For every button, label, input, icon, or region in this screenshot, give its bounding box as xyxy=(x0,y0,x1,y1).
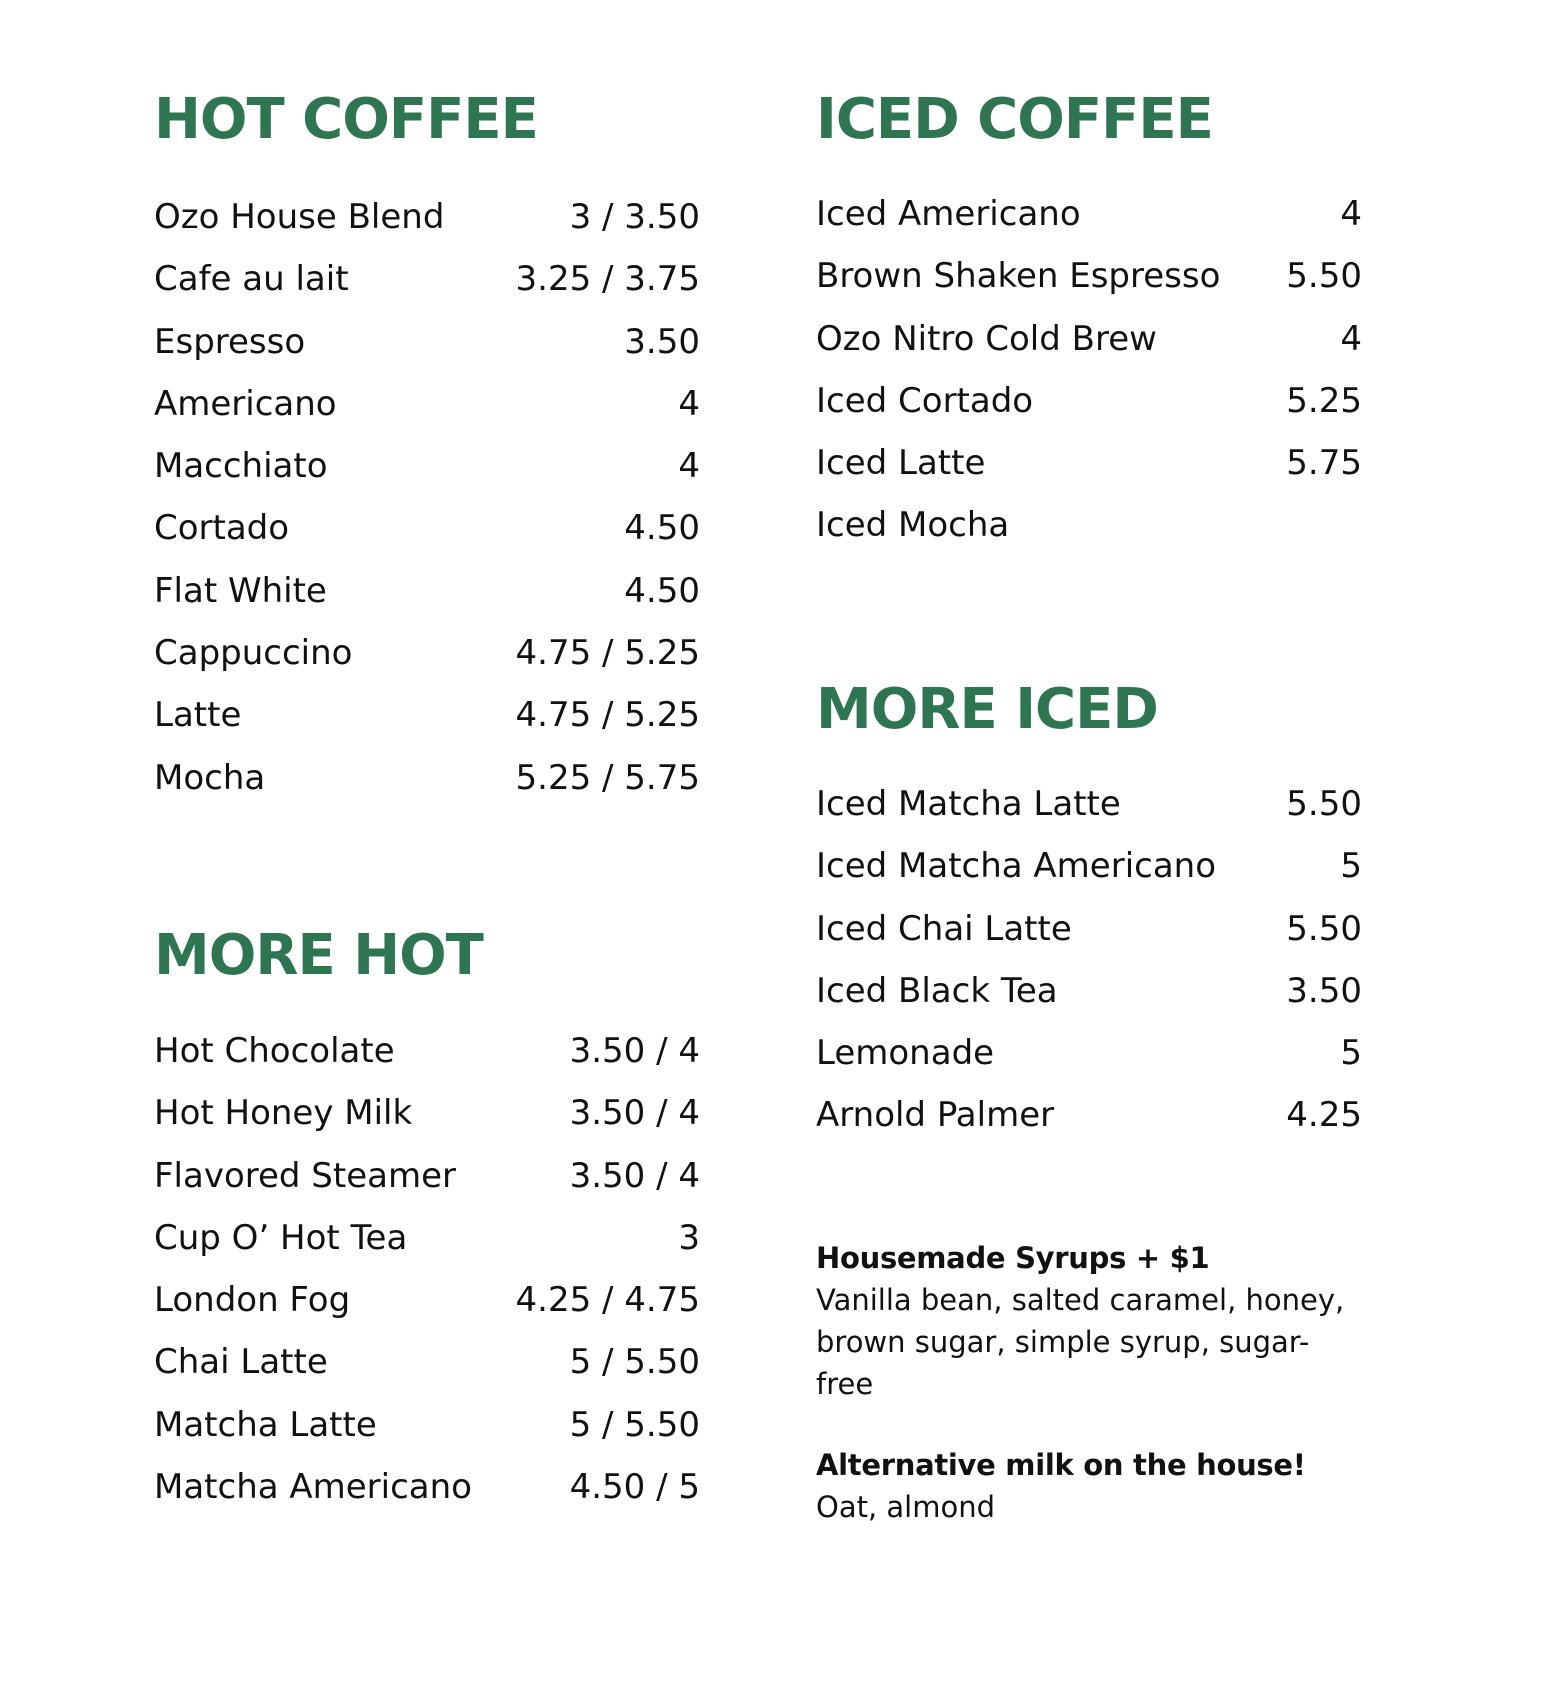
item-name: Hot Chocolate xyxy=(154,1031,395,1071)
item-name: Iced Americano xyxy=(816,194,1081,234)
item-price: 4.50 / 5 xyxy=(569,1467,700,1508)
item-price: 3.50 / 4 xyxy=(569,1031,700,1071)
item-name: Iced Chai Latte xyxy=(816,908,1072,949)
item-name: Macchiato xyxy=(154,446,328,487)
item-name: London Fog xyxy=(154,1280,351,1321)
menu-item xyxy=(154,1020,700,1082)
item-price: 4 xyxy=(678,446,700,487)
more-hot-heading: MORE HOT xyxy=(154,923,483,988)
item-price: 3.50 / 4 xyxy=(569,1155,700,1196)
item-price: 3.50 xyxy=(624,321,700,362)
menu-item xyxy=(154,435,700,497)
menu-item xyxy=(154,684,700,746)
item-name: Cortado xyxy=(154,508,290,549)
menu-item xyxy=(154,1145,700,1207)
menu-item xyxy=(154,622,700,684)
menu-item xyxy=(816,494,1362,556)
menu-item xyxy=(154,747,700,809)
menu-item xyxy=(816,245,1362,307)
item-name: Matcha Latte xyxy=(154,1404,377,1445)
item-price: 5 / 5.50 xyxy=(569,1404,700,1445)
item-name: Americano xyxy=(154,383,337,424)
menu-item xyxy=(816,308,1362,370)
menu-item xyxy=(816,960,1362,1022)
menu-item xyxy=(816,898,1362,960)
menu-item xyxy=(154,1456,700,1518)
item-name: Iced Mocha xyxy=(816,505,1010,546)
item-price: 5.50 xyxy=(1286,784,1362,824)
item-price: 3 / 3.50 xyxy=(569,197,700,237)
item-name: Cup O’ Hot Tea xyxy=(154,1217,408,1258)
menu-item xyxy=(816,183,1362,245)
item-price: 5.50 xyxy=(1286,256,1362,297)
item-name: Iced Latte xyxy=(816,443,986,484)
item-price: 5.50 xyxy=(1286,908,1362,949)
item-name: Espresso xyxy=(154,321,306,362)
syrups-note xyxy=(816,1237,1362,1405)
item-name: Cafe au lait xyxy=(154,259,349,300)
iced-coffee-heading: ICED COFFEE xyxy=(816,87,1213,152)
item-name: Iced Cortado xyxy=(816,380,1034,421)
item-price: 4.75 / 5.25 xyxy=(515,633,700,674)
menu-item xyxy=(154,311,700,373)
item-name: Latte xyxy=(154,695,242,736)
item-price: 3.50 / 4 xyxy=(569,1093,700,1134)
menu-item xyxy=(816,1022,1362,1084)
item-price: 3.25 / 3.75 xyxy=(515,259,700,300)
menu-item xyxy=(154,1082,700,1144)
menu-item xyxy=(154,1269,700,1331)
milk-note xyxy=(816,1444,1362,1528)
item-price: 3 xyxy=(678,1217,700,1258)
item-name: Cappuccino xyxy=(154,633,353,674)
item-name: Lemonade xyxy=(816,1033,995,1074)
item-price: 5.75 xyxy=(1286,443,1362,484)
item-name: Flat White xyxy=(154,570,327,611)
menu-item xyxy=(154,497,700,559)
item-name: Hot Honey Milk xyxy=(154,1093,413,1134)
item-price: 5 xyxy=(1340,1033,1362,1074)
item-price: 5 / 5.50 xyxy=(569,1342,700,1383)
menu-item xyxy=(154,1331,700,1393)
item-price: 4.50 xyxy=(624,508,700,549)
item-price: 4 xyxy=(1340,318,1362,359)
item-price: 5 xyxy=(1340,846,1362,887)
hot-coffee-list xyxy=(154,186,700,809)
item-price: 4 xyxy=(678,383,700,424)
item-name: Flavored Steamer xyxy=(154,1155,456,1196)
item-name: Ozo House Blend xyxy=(154,197,445,237)
item-price: 4.50 xyxy=(624,570,700,611)
item-name: Matcha Americano xyxy=(154,1467,472,1508)
menu-item xyxy=(154,1207,700,1269)
menu-item xyxy=(816,370,1362,432)
syrups-note-title: Housemade Syrups + $1 xyxy=(816,1241,1210,1275)
item-price: 4.25 / 4.75 xyxy=(515,1280,700,1321)
item-name: Iced Matcha Latte xyxy=(816,784,1121,824)
menu-item xyxy=(154,560,700,622)
menu-item xyxy=(154,186,700,248)
menu-item xyxy=(154,373,700,435)
menu-item xyxy=(154,1394,700,1456)
item-name: Iced Black Tea xyxy=(816,970,1058,1011)
milk-note-title: Alternative milk on the house! xyxy=(816,1448,1306,1482)
milk-note-body: Oat, almond xyxy=(816,1490,996,1524)
item-price: 4.25 xyxy=(1286,1095,1362,1136)
more-iced-heading: MORE ICED xyxy=(816,677,1158,742)
menu-item xyxy=(816,773,1362,835)
item-name: Ozo Nitro Cold Brew xyxy=(816,318,1157,359)
iced-coffee-list xyxy=(816,183,1362,557)
item-price: 5.25 / 5.75 xyxy=(515,757,700,798)
more-hot-list xyxy=(154,1020,700,1518)
item-price: 5.25 xyxy=(1286,380,1362,421)
item-name: Mocha xyxy=(154,757,266,798)
syrups-note-body: Vanilla bean, salted caramel, honey, brown sugar, simple syrup, sugar-free xyxy=(816,1283,1345,1401)
item-name: Iced Matcha Americano xyxy=(816,846,1217,887)
item-name: Arnold Palmer xyxy=(816,1095,1055,1136)
more-iced-list xyxy=(816,773,1362,1147)
item-price: 4.75 / 5.25 xyxy=(515,695,700,736)
item-name: Chai Latte xyxy=(154,1342,328,1383)
menu-item xyxy=(816,1084,1362,1146)
item-price: 4 xyxy=(1340,194,1362,234)
item-price: 3.50 xyxy=(1286,970,1362,1011)
hot-coffee-heading: HOT COFFEE xyxy=(154,87,538,152)
menu-item xyxy=(816,432,1362,494)
menu-item xyxy=(154,248,700,310)
menu-item xyxy=(816,835,1362,897)
item-name: Brown Shaken Espresso xyxy=(816,256,1221,297)
